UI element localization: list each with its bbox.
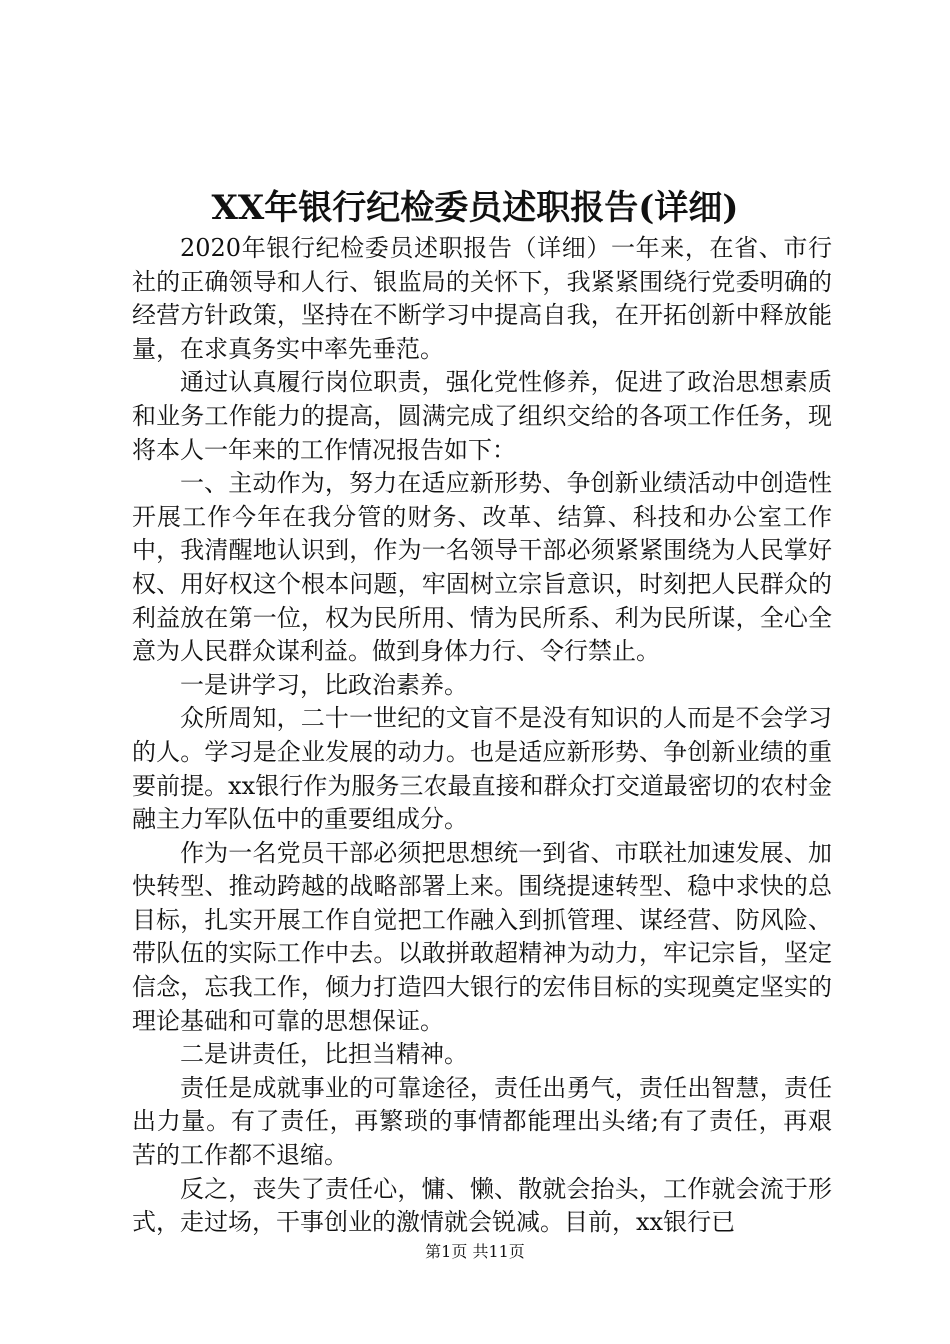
document-body [132,232,832,1240]
paragraph-2: 通过认真履行岗位职责，强化党性修养，促进了政治思想素质和业务工作能力的提高，圆满完成了组织交给的各项工作任务，现将本人一年来的工作情况报告如下： [132,368,832,464]
paragraph-5: 众所周知，二十一世纪的文盲不是没有知识的人而是不会学习的人。学习是企业发展的动力。也是适应新形势、争创新业绩的重要前提。xx银行作为服务三农最直接和群众打交道最密切的农村金融主力军队伍中的重要组成分。 [132,704,832,834]
paragraph-4: 一是讲学习，比政治素养。 [180,670,468,699]
page-footer: 第1页 共11页 [425,1242,525,1261]
paragraph-8: 责任是成就事业的可靠途径，责任出勇气，责任出智慧，责任出力量。有了责任，再繁琐的事情都能理出头绪;有了责任，再艰苦的工作都不退缩。 [132,1073,832,1170]
paragraph-7: 二是讲责任，比担当精神。 [180,1040,468,1069]
paragraph-6: 作为一名党员干部必须把思想统一到省、市联社加速发展、加快转型、推动跨越的战略部署上来。围绕提速转型、稳中求快的总目标，扎实开展工作自觉把工作融入到抓管理、谋经营、防风险、带队伍的实际工作中去。以敢拼敢超精神为动力，牢记宗旨，坚定信念，忘我工作，倾力打造四大银行的宏伟目标的实现奠定坚实的理论基础和可靠的思想保证。 [132,838,832,1035]
paragraph-1: 2020年银行纪检委员述职报告（详细）一年来，在省、市行社的正确领导和人行、银监局的关怀下，我紧紧围绕行党委明确的经营方针政策，坚持在不断学习中提高自我，在开拓创新中释放能量，在求真务实中率先垂范。 [132,234,832,363]
paragraph-9: 反之，丧失了责任心，慵、懒、散就会抬头，工作就会流于形式，走过场，干事创业的激情就会锐减。目前，xx银行已 [132,1174,832,1237]
document-title: XX年银行纪检委员述职报告(详细) [211,188,739,228]
paragraph-3: 一、主动作为，努力在适应新形势、争创新业绩活动中创造性开展工作今年在我分管的财务、改革、结算、科技和办公室工作中，我清醒地认识到，作为一名领导干部必须紧紧围绕为人民掌好权、用好权这个根本问题，牢固树立宗旨意识，时刻把人民群众的利益放在第一位，权为民所用、情为民所系、利为民所谋，全心全意为人民群众谋利益。做到身体力行、令行禁止。 [132,469,832,666]
